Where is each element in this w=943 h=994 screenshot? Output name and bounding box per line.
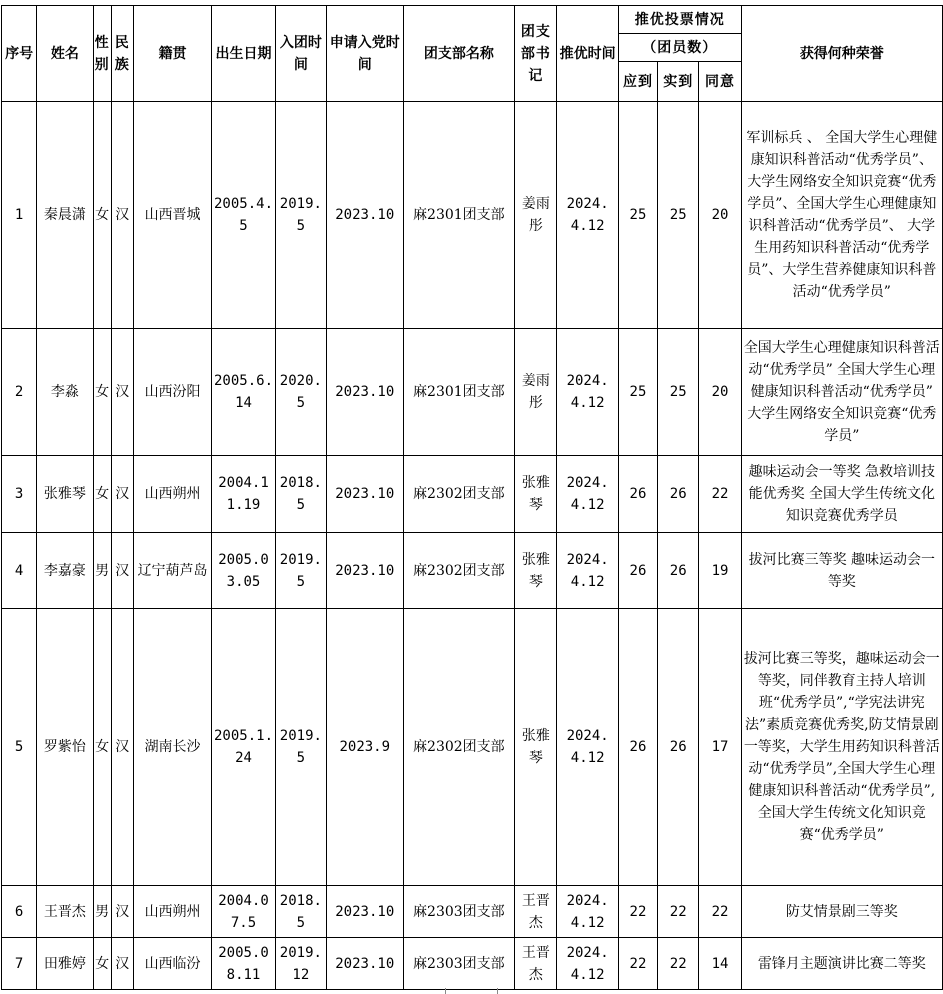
header-seq: 序号 [2,6,37,102]
cell-apply-party: 2023.10 [327,329,403,456]
page-edge-mark [445,988,446,994]
cell-gender: 女 [93,329,111,456]
cell-vote-due: 22 [618,938,657,990]
cell-vote-agree: 22 [699,886,741,938]
cell-origin: 山西汾阳 [133,329,212,456]
cell-vote-agree: 17 [699,609,741,886]
cell-secretary: 张雅琴 [515,533,557,609]
cell-recommend-time: 2024.4.12 [557,456,618,533]
table-row [2,886,943,938]
recommendation-table [1,5,943,990]
cell-join-league: 2019.12 [275,938,326,990]
cell-secretary: 张雅琴 [515,609,557,886]
cell-vote-due: 25 [618,102,657,329]
cell-secretary: 姜雨彤 [515,102,557,329]
cell-seq: 3 [2,456,37,533]
cell-name: 张雅琴 [37,456,93,533]
cell-apply-party: 2023.10 [327,938,403,990]
cell-birth: 2004.11.19 [212,456,275,533]
table-body [2,102,943,990]
cell-recommend-time: 2024.4.12 [557,938,618,990]
header-origin: 籍贯 [133,6,212,102]
cell-recommend-time: 2024.4.12 [557,886,618,938]
table-row [2,938,943,990]
cell-join-league: 2019.5 [275,609,326,886]
header-vote-title: 推优投票情况 [618,6,741,34]
cell-honors: 雷锋月主题演讲比赛二等奖 [741,938,942,990]
cell-branch: 麻2303团支部 [403,938,515,990]
cell-birth: 2004.07.5 [212,886,275,938]
cell-gender: 男 [93,533,111,609]
header-birth: 出生日期 [212,6,275,102]
header-vote-subtitle: （团员数） [618,34,741,62]
cell-recommend-time: 2024.4.12 [557,609,618,886]
cell-origin: 山西临汾 [133,938,212,990]
cell-recommend-time: 2024.4.12 [557,329,618,456]
cell-ethnicity: 汉 [111,886,133,938]
cell-vote-agree: 14 [699,938,741,990]
cell-origin: 湖南长沙 [133,609,212,886]
header-recommend-time: 推优时间 [557,6,618,102]
cell-apply-party: 2023.10 [327,886,403,938]
cell-vote-due: 26 [618,456,657,533]
header-vote-present: 实到 [658,62,699,102]
cell-name: 秦晨潇 [37,102,93,329]
cell-vote-present: 26 [658,533,699,609]
page-edge-mark [497,988,498,994]
cell-birth: 2005.4.5 [212,102,275,329]
cell-gender: 女 [93,609,111,886]
cell-origin: 山西朔州 [133,886,212,938]
cell-seq: 5 [2,609,37,886]
cell-ethnicity: 汉 [111,102,133,329]
cell-join-league: 2019.5 [275,102,326,329]
cell-name: 李淼 [37,329,93,456]
cell-vote-agree: 19 [699,533,741,609]
cell-secretary: 张雅琴 [515,456,557,533]
table-row [2,456,943,533]
cell-secretary: 王晋杰 [515,938,557,990]
cell-join-league: 2019.5 [275,533,326,609]
cell-branch: 麻2301团支部 [403,102,515,329]
cell-vote-due: 26 [618,609,657,886]
cell-apply-party: 2023.9 [327,609,403,886]
cell-vote-present: 25 [658,102,699,329]
cell-join-league: 2018.5 [275,886,326,938]
cell-branch: 麻2303团支部 [403,886,515,938]
cell-name: 李嘉豪 [37,533,93,609]
cell-vote-due: 22 [618,886,657,938]
cell-ethnicity: 汉 [111,609,133,886]
cell-gender: 女 [93,456,111,533]
cell-secretary: 姜雨彤 [515,329,557,456]
header-gender: 性别 [93,6,111,102]
cell-origin: 山西朔州 [133,456,212,533]
cell-vote-agree: 20 [699,102,741,329]
cell-vote-due: 26 [618,533,657,609]
cell-honors: 拔河比赛三等奖，趣味运动会一等奖，同伴教育主持人培训班“优秀学员”,“学宪法讲宪法”素质竞赛优秀奖,防艾情景剧一等奖，大学生用药知识科普活动“优秀学员”,全国大学生心理健康知识科普活动“优秀学员”,全国大学生传统文化知识竞赛“优秀学员” [741,609,942,886]
table-header [2,6,943,102]
cell-honors: 军训标兵 、 全国大学生心理健康知识科普活动“优秀学员”、 大学生网络安全知识竞赛“优秀学员”、全国大学生心理健康知识科普活动“优秀学员”、 大学生用药知识科普活动“优秀学员”、大学生营养健康知识科普活动“优秀学员” [741,102,942,329]
cell-vote-present: 26 [658,456,699,533]
cell-ethnicity: 汉 [111,456,133,533]
cell-birth: 2005.08.11 [212,938,275,990]
cell-name: 王晋杰 [37,886,93,938]
cell-ethnicity: 汉 [111,938,133,990]
header-secretary: 团支部书记 [515,6,557,102]
header-join-league: 入团时间 [275,6,326,102]
cell-vote-agree: 22 [699,456,741,533]
table-row [2,329,943,456]
cell-birth: 2005.1.24 [212,609,275,886]
cell-apply-party: 2023.10 [327,456,403,533]
cell-gender: 男 [93,886,111,938]
cell-seq: 2 [2,329,37,456]
header-vote-agree: 同意 [699,62,741,102]
cell-apply-party: 2023.10 [327,102,403,329]
cell-ethnicity: 汉 [111,329,133,456]
cell-ethnicity: 汉 [111,533,133,609]
cell-origin: 辽宁葫芦岛 [133,533,212,609]
cell-recommend-time: 2024.4.12 [557,102,618,329]
cell-seq: 7 [2,938,37,990]
table-row [2,533,943,609]
header-honors: 获得何种荣誉 [741,6,942,102]
cell-seq: 6 [2,886,37,938]
cell-honors: 趣味运动会一等奖 急救培训技能优秀奖 全国大学生传统文化知识竞赛优秀学员 [741,456,942,533]
cell-branch: 麻2302团支部 [403,533,515,609]
cell-vote-present: 25 [658,329,699,456]
cell-apply-party: 2023.10 [327,533,403,609]
cell-branch: 麻2302团支部 [403,456,515,533]
cell-honors: 防艾情景剧三等奖 [741,886,942,938]
cell-join-league: 2018.5 [275,456,326,533]
cell-branch: 麻2301团支部 [403,329,515,456]
cell-birth: 2005.03.05 [212,533,275,609]
cell-honors: 拔河比赛三等奖 趣味运动会一等奖 [741,533,942,609]
cell-origin: 山西晋城 [133,102,212,329]
header-ethnicity: 民族 [111,6,133,102]
cell-vote-present: 22 [658,886,699,938]
cell-recommend-time: 2024.4.12 [557,533,618,609]
table-row [2,609,943,886]
header-name: 姓名 [37,6,93,102]
cell-name: 罗紫怡 [37,609,93,886]
cell-seq: 4 [2,533,37,609]
header-vote-due: 应到 [618,62,657,102]
cell-vote-present: 26 [658,609,699,886]
cell-vote-due: 25 [618,329,657,456]
cell-name: 田雅婷 [37,938,93,990]
cell-join-league: 2020.5 [275,329,326,456]
cell-vote-present: 22 [658,938,699,990]
cell-vote-agree: 20 [699,329,741,456]
cell-secretary: 王晋杰 [515,886,557,938]
header-apply-party: 申请入党时间 [327,6,403,102]
cell-branch: 麻2302团支部 [403,609,515,886]
cell-gender: 女 [93,938,111,990]
cell-honors: 全国大学生心理健康知识科普活动“优秀学员” 全国大学生心理健康知识科普活动“优秀学员” 大学生网络安全知识竞赛“优秀学员” [741,329,942,456]
table-row [2,102,943,329]
cell-seq: 1 [2,102,37,329]
header-branch: 团支部名称 [403,6,515,102]
cell-birth: 2005.6.14 [212,329,275,456]
cell-gender: 女 [93,102,111,329]
